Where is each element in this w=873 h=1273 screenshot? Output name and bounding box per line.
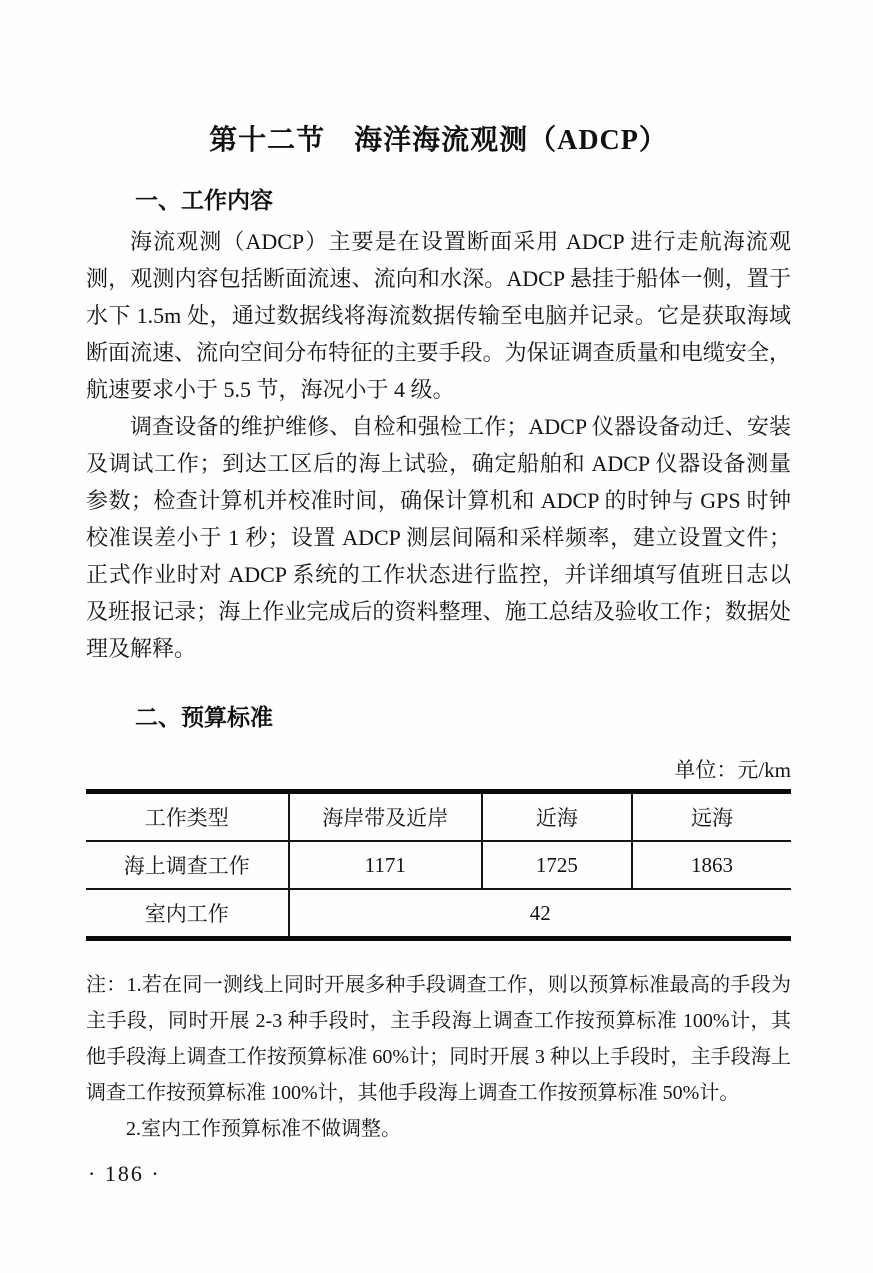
work-content-paragraph-1: 海流观测（ADCP）主要是在设置断面采用 ADCP 进行走航海流观测，观测内容包括断面流速、流向和水深。ADCP 悬挂于船体一侧，置于水下 1.5m 处，通过数据线将海流数据传输至电脑并记录。它是获取海域断面流速、流向空间分布特征的主要手段。为保证调查质量和电缆安全，航速要求小于 5.5 节，海况小于 4 级。 xyxy=(86,229,791,402)
heading-budget-standard: 二、预算标准 xyxy=(135,705,273,730)
heading-work-content: 一、工作内容 xyxy=(135,188,273,213)
value-offshore-nearsea: 1725 xyxy=(482,841,632,889)
budget-table xyxy=(86,789,791,941)
note-2: 2.室内工作预算标准不做调整。 xyxy=(126,1118,401,1140)
unit-label: 单位：元/km xyxy=(674,758,791,782)
page-number: · 186 · xyxy=(88,1161,161,1186)
value-indoor-work-merged: 42 xyxy=(529,900,551,925)
row-label-offshore-survey: 海上调查工作 xyxy=(86,841,289,889)
table-row-offshore-survey xyxy=(86,841,791,889)
value-offshore-farsea: 1863 xyxy=(632,841,791,889)
header-cell-nearsea: 近海 xyxy=(482,792,632,842)
note-1: 注：1.若在同一测线上同时开展多种手段调查工作，则以预算标准最高的手段为主手段，同时开展 2-3 种手段时，主手段海上调查工作按预算标准 100%计，其他手段海上调查工作按预算标准 60%计；同时开展 3 种以上手段时，主手段海上调查工作按预算标准 100%计，其他手段海上调查工作按预算标准 50%计。 xyxy=(86,974,791,1104)
header-cell-work-type: 工作类型 xyxy=(86,792,289,842)
work-content-paragraph-2: 调查设备的维护维修、自检和强检工作；ADCP 仪器设备动迁、安装及调试工作；到达工区后的海上试验，确定船舶和 ADCP 仪器设备测量参数；检查计算机并校准时间，确保计算机和 ADCP 的时钟与 GPS 时钟校准误差小于 1 秒；设置 ADCP 测层间隔和采样频率，建立设置文件；正式作业时对 ADCP 系统的工作状态进行监控，并详细填写值班日志以及班报记录；海上作业完成后的资料整理、施工总结及验收工作；数据处理及解释。 xyxy=(86,414,791,661)
header-cell-farsea: 远海 xyxy=(632,792,791,842)
budget-table-header-row xyxy=(86,792,791,842)
header-cell-coastal: 海岸带及近岸 xyxy=(289,792,482,842)
table-row-indoor-work xyxy=(86,889,791,939)
value-offshore-coastal: 1171 xyxy=(289,841,482,889)
page-title: 第十二节 海洋海流观测（ADCP） xyxy=(209,125,668,156)
row-label-indoor-work: 室内工作 xyxy=(86,889,289,939)
